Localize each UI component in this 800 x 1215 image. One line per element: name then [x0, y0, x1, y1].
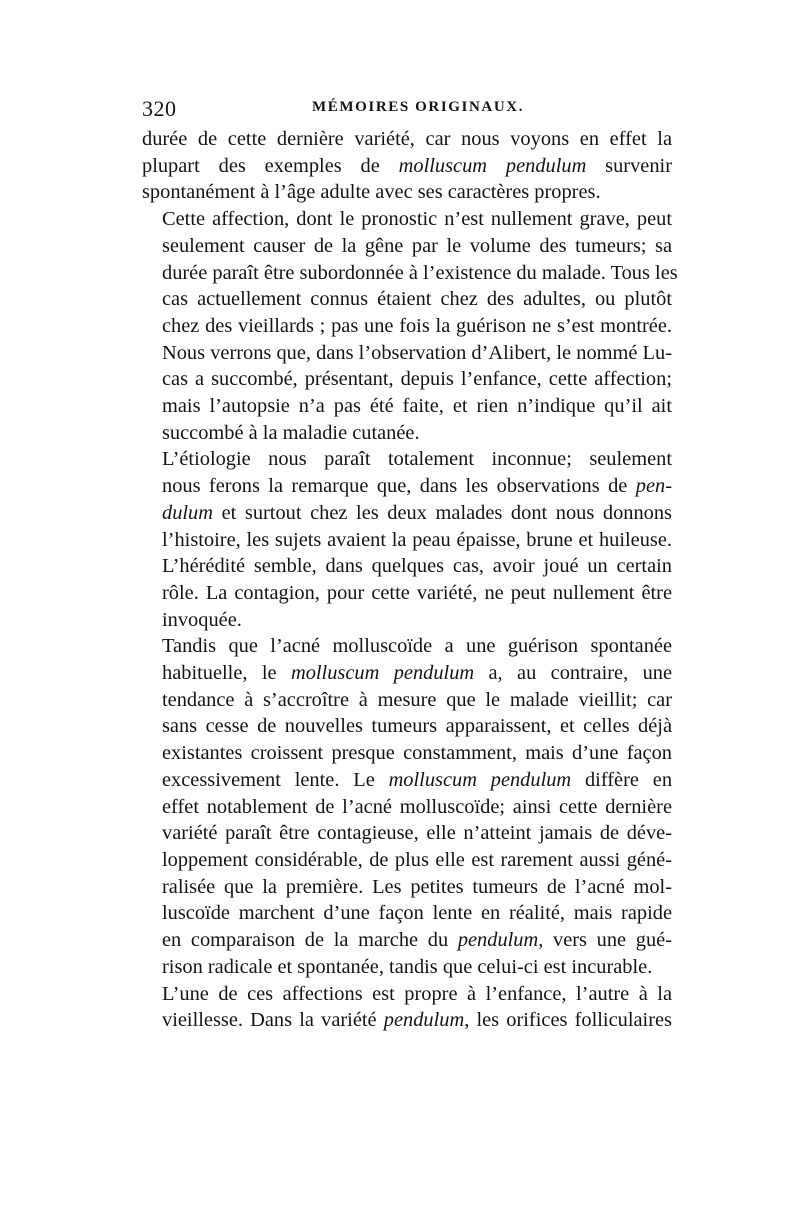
text-line: [142, 286, 672, 313]
body-text: [142, 126, 678, 1034]
text-line: [142, 420, 672, 447]
text-line: [142, 981, 672, 1008]
paragraph: [142, 206, 678, 446]
italic-term: molluscum pendulum: [398, 154, 587, 177]
running-head: [142, 92, 672, 126]
text-segment: luscoïde marchent d’une façon lente en réalité, mais rapide: [162, 902, 672, 925]
text-segment: durée de cette dernière variété, car nous voyons en effet la: [142, 128, 672, 150]
text-line: [142, 794, 672, 821]
text-line: [142, 1007, 672, 1034]
text-segment: habituelle, le: [162, 662, 291, 685]
text-line: [142, 740, 672, 767]
page: [142, 92, 678, 1034]
text-segment: variété paraît être contagieuse, elle n’atteint jamais de déve-: [162, 822, 672, 845]
text-segment: ralisée que la première. Les petites tumeurs de l’acné mol-: [162, 875, 672, 898]
italic-term: pendulum: [383, 1009, 465, 1032]
text-segment: cas a succombé, présentant, depuis l’enfance, cette affection;: [162, 368, 672, 391]
page-number: 320: [142, 96, 177, 121]
text-line: [142, 179, 672, 206]
italic-term: dulum: [162, 501, 213, 524]
text-line: [142, 900, 672, 927]
text-segment: L’une de ces affections est propre à l’enfance, l’autre à la: [162, 982, 672, 1005]
text-line: [142, 633, 672, 660]
text-segment: succombé à la maladie cutanée.: [162, 421, 420, 444]
paragraph: [142, 633, 672, 980]
text-line: [142, 954, 672, 981]
text-segment: cas actuellement connus étaient chez des adultes, ou plutôt: [162, 288, 672, 311]
text-line: [142, 446, 672, 473]
text-segment: L’étiologie nous paraît totalement inconnue; seulement: [162, 448, 672, 471]
text-segment: Tandis que l’acné molluscoïde a une guérison spontanée: [162, 635, 672, 658]
text-segment: en comparaison de la marche du: [162, 929, 458, 952]
text-segment: mais l’autopsie n’a pas été faite, et rien n’indique qu’il ait: [162, 395, 672, 418]
text-segment: tendance à s’accroître à mesure que le malade vieillit; car: [162, 688, 672, 711]
text-line: [142, 313, 672, 340]
text-line: [142, 553, 672, 580]
text-segment: diffère en: [571, 768, 673, 791]
text-segment: chez des vieillards ; pas une fois la guérison ne s’est montrée.: [162, 314, 672, 337]
italic-term: molluscum pendulum: [388, 768, 572, 791]
running-title: MÉMOIRES ORIGINAUX.: [312, 99, 525, 115]
text-segment: et surtout chez les deux malades dont nous donnons: [212, 501, 672, 524]
text-segment: Nous verrons que, dans l’observation d’Alibert, le nommé Lu-: [162, 341, 672, 364]
text-line: [142, 206, 672, 233]
paragraph: [142, 446, 672, 633]
text-line: [142, 687, 672, 714]
text-line: [142, 153, 672, 180]
text-segment: l’histoire, les sujets avaient la peau épaisse, brune et huileuse.: [162, 528, 672, 551]
text-line: [142, 366, 672, 393]
text-line: [142, 126, 672, 153]
text-line: [142, 340, 672, 367]
paragraph: [142, 981, 672, 1034]
italic-term: pen-: [635, 475, 672, 498]
text-segment: durée paraît être subordonnée à l’existence du malade. Tous les: [162, 261, 678, 284]
text-line: [142, 607, 672, 634]
text-segment: sans cesse de nouvelles tumeurs apparaissent, et celles déjà: [162, 715, 672, 738]
text-line: [142, 767, 672, 794]
italic-term: pendulum,: [457, 929, 544, 952]
text-line: [142, 927, 672, 954]
text-line: [142, 500, 672, 527]
text-segment: rôle. La contagion, pour cette variété, ne peut nullement être: [162, 581, 672, 604]
text-line: [142, 473, 672, 500]
text-segment: nous ferons la remarque que, dans les observations de: [162, 475, 636, 498]
text-line: [142, 847, 672, 874]
text-segment: , les orifices folliculaires: [464, 1009, 672, 1032]
text-segment: rison radicale et spontanée, tandis que celui-ci est incurable.: [162, 955, 653, 978]
text-segment: loppement considérable, de plus elle est rarement aussi géné-: [162, 848, 672, 871]
text-segment: excessivement lente. Le: [162, 768, 389, 791]
text-segment: invoquée.: [162, 608, 242, 631]
text-segment: vers une gué-: [543, 929, 672, 952]
text-segment: plupart des exemples de: [142, 154, 399, 177]
italic-term: molluscum pendulum: [290, 662, 475, 685]
text-line: [142, 713, 672, 740]
text-line: [142, 260, 678, 287]
text-segment: a, au contraire, une: [474, 662, 673, 685]
text-segment: existantes croissent presque constamment, mais d’une façon: [162, 742, 672, 765]
text-line: [142, 580, 672, 607]
paragraph: [142, 126, 672, 206]
text-segment: effet notablement de l’acné molluscoïde; ainsi cette dernière: [162, 795, 672, 818]
text-line: [142, 874, 672, 901]
text-segment: L’hérédité semble, dans quelques cas, avoir joué un certain: [162, 555, 672, 578]
text-segment: vieillesse. Dans la variété: [162, 1009, 384, 1032]
text-segment: seulement causer de la gêne par le volume des tumeurs; sa: [162, 234, 672, 257]
text-segment: spontanément à l’âge adulte avec ses caractères propres.: [142, 181, 601, 204]
text-segment: survenir: [586, 154, 672, 177]
text-segment: Cette affection, dont le pronostic n’est nullement grave, peut: [162, 208, 672, 231]
text-line: [142, 527, 672, 554]
text-line: [142, 233, 672, 260]
text-line: [142, 820, 672, 847]
text-line: [142, 660, 672, 687]
text-line: [142, 393, 672, 420]
